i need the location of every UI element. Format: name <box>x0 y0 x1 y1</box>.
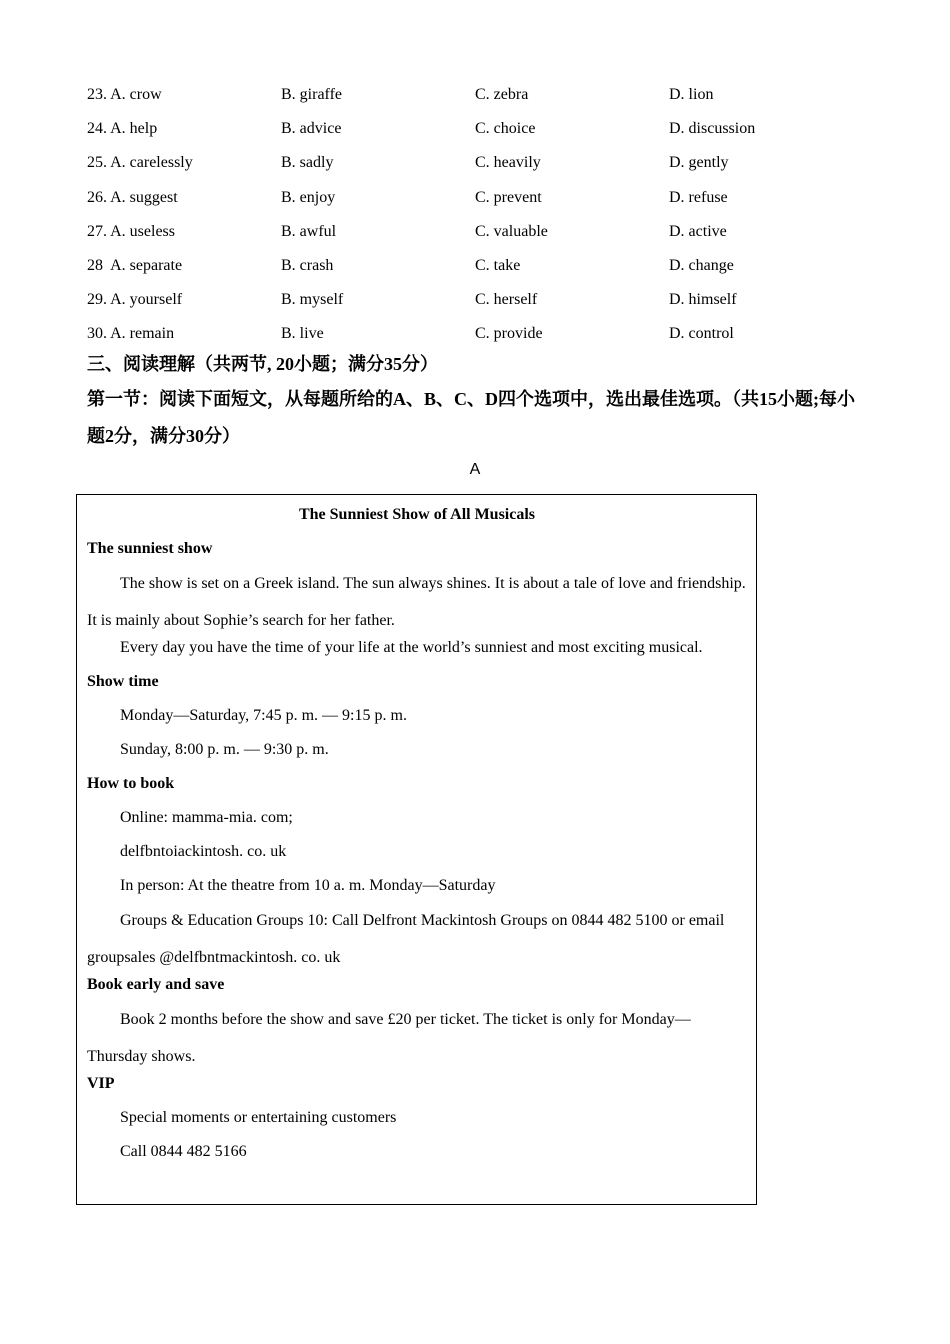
option-d: D. discussion <box>669 120 756 138</box>
option-b: B. crash <box>281 257 334 275</box>
option-b: B. advice <box>281 120 342 138</box>
sunniest-paragraph-2: Every day you have the time of your life at the world’s sunniest and most exciting musical. <box>120 639 703 656</box>
option-b: B. enjoy <box>281 188 336 206</box>
showtime-weekday: Monday—Saturday, 7:45 p. m. — 9:15 p. m. <box>120 707 407 724</box>
option-a: 23. A. crow <box>87 86 162 104</box>
option-a: 26. A. suggest <box>87 188 178 206</box>
booking-website: delfbntoiackintosh. co. uk <box>120 843 287 860</box>
option-c: C. provide <box>475 325 543 343</box>
option-c: C. prevent <box>475 188 542 206</box>
showtime-heading: Show time <box>87 673 159 690</box>
option-a: 27. A. useless <box>87 222 175 240</box>
option-a: 29. A. yourself <box>87 291 183 309</box>
question-row <box>87 215 867 249</box>
option-d: D. himself <box>669 291 737 309</box>
option-d: D. lion <box>669 86 714 104</box>
book-early-heading: Book early and save <box>87 976 225 993</box>
passage-letter: A <box>469 461 481 478</box>
option-c: C. herself <box>475 291 538 309</box>
option-b: B. sadly <box>281 154 334 172</box>
section-title: 三、阅读理解（共两节, 20小题；满分35分） <box>87 354 438 374</box>
option-c: C. heavily <box>475 154 541 172</box>
booking-heading: How to book <box>87 775 175 792</box>
option-c: C. choice <box>475 120 536 138</box>
question-row <box>87 181 867 215</box>
option-a: 24. A. help <box>87 120 158 138</box>
sunniest-paragraph-1: The show is set on a Greek island. The sun always shines. It is about a tale of love and friendship. It is mainly about Sophie’s search for her father. <box>87 575 746 629</box>
sunniest-heading: The sunniest show <box>87 540 213 557</box>
section-instructions: 第一节：阅读下面短文，从每题所给的A、B、C、D四个选项中，选出最佳选项。（共15小题;每小题2分，满分30分） <box>87 389 855 446</box>
question-row <box>87 112 867 146</box>
question-row <box>87 283 867 317</box>
ad-box <box>76 494 757 1205</box>
option-b: B. giraffe <box>281 86 343 104</box>
booking-online: Online: mamma-mia. com; <box>120 809 293 826</box>
book-early-text: Book 2 months before the show and save £20 per ticket. The ticket is only for Monday—Thursday shows. <box>87 1011 691 1065</box>
option-d: D. refuse <box>669 188 728 206</box>
ad-content <box>87 503 747 1174</box>
showtime-sunday: Sunday, 8:00 p. m. — 9:30 p. m. <box>120 741 329 758</box>
option-d: D. gently <box>669 154 729 172</box>
option-d: D. control <box>669 325 734 343</box>
option-c: C. valuable <box>475 222 548 240</box>
ad-title: The Sunniest Show of All Musicals <box>298 506 536 523</box>
option-a: 25. A. carelessly <box>87 154 193 172</box>
option-d: D. change <box>669 257 734 275</box>
vip-phone: Call 0844 482 5166 <box>120 1143 247 1160</box>
option-b: B. awful <box>281 222 337 240</box>
booking-groups: Groups & Education Groups 10: Call Delfront Mackintosh Groups on 0844 482 5100 or email groupsales @delfbntmackintosh. co. uk <box>87 912 725 966</box>
question-row <box>87 146 867 180</box>
question-row <box>87 78 867 112</box>
question-row <box>87 249 867 283</box>
option-c: C. zebra <box>475 86 529 104</box>
option-b: B. live <box>281 325 324 343</box>
option-a: 28 A. separate <box>87 257 183 275</box>
booking-in-person: In person: At the theatre from 10 a. m. Monday—Saturday <box>120 877 496 894</box>
vip-description: Special moments or entertaining customers <box>120 1109 397 1126</box>
options-table <box>87 78 867 352</box>
option-a: 30. A. remain <box>87 325 175 343</box>
option-d: D. active <box>669 222 727 240</box>
vip-heading: VIP <box>87 1075 115 1092</box>
option-b: B. myself <box>281 291 344 309</box>
option-c: C. take <box>475 257 521 275</box>
